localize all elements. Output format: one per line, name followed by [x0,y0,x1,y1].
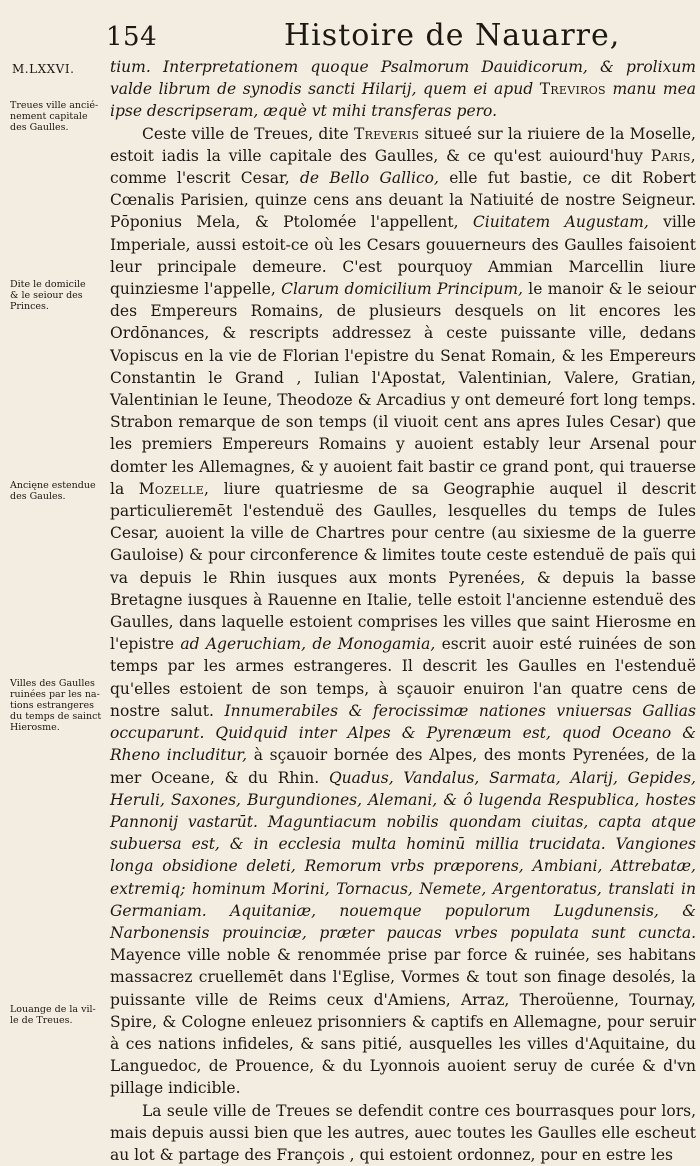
running-title: Histoire de Nauarre, [284,18,621,53]
text-run: le manoir & le seiour des Empereurs Romains, de plusieurs desquels on lit encores les Ordōnances, & rescripts addressez à ceste puissante ville, dedans Vopiscus en la vie de Florian l'epistre du Senat Romain, & les Empereurs Constantin le Grand , Iulian l'Apostat, Valentinian, Valere, Gratian, Valentinian le Ieune, Theodoze & Arcadius y ont demeuré fort long temps. Strabon remarque de son temps (il viuoit cent ans apres Iules Cesar) que les premiers Empereurs Romains y auoient estably leur Arsenal pour domter les Allemagnes, & y auoient fait bastir ce grand pont, qui trauerse la [110,280,696,498]
text-run: situeé sur la riuiere de la Moselle, estoit iadis la ville capitale des Gaulles, & ce qu'est auiourd'huy [110,124,696,165]
text-run: Mayence ville noble & renommée prise par force & ruinée, ses habitans massacrez cruellemēt dans l'Eglise, Vormes & tout son finage desolés, la puissante ville de Reims ceux d'Amiens, Arraz, Theroüenne, Tournay, Spire, & Cologne enleuez prisonniers & captifs en Allemagne, pour seruir à ces nations infideles, & sans pitié, ausquelles les villes d'Aquitaine, du Languedoc, de Prouence, & du Lyonnois auoient seruy de curée & d'vn pillage indicible. [110,946,696,1098]
ageruchiam-title: ad Ageruchiam, de Monogamia, [180,635,436,654]
margin-note-domicile-princes: Dite le domicile & le seiour des Princes. [10,279,86,312]
margin-note-ancienne-estendue: Ancięne estendue des Gaules. [10,480,96,502]
ciuitatem-augustam: Ciuitatem Augustam, [472,213,649,232]
mozelle-word: Mozelle, [138,479,210,498]
latin-quote-1: Innumerabiles & ferocissimæ nationes vniuersas Gallias occuparunt. Quidquid inter Alpes & Pyrenæum est, quod Oceano & Rheno includitur, [110,701,696,765]
text-run: à sçauoir bornée des Alpes, des monts Pyrenées, de la mer Oceane, & du Rhin. [110,746,697,787]
clarum-domicilium: Clarum domicilium Principum, [281,280,523,299]
text-run: elle fut bastie, ce dit Robert Cœnalis Parisien, quinze cens ans deuant la Natiuité de nostre Seigneur. Pōponius Mela, & Ptolomée l'appellent, [110,169,696,232]
latin-text: tium. Interpretationem quoque Psalmorum Dauidicorum, & prolixum valde librum de synodis sancti Hilarij, quem ei apud [110,58,696,99]
paragraph-treues [110,123,696,1100]
treviros-word: Treviros [539,80,606,99]
text-run: liure quatriesme de sa Geographie auquel il descrit particulieremēt l'estenduë des Gaulles, lesquelles du temps de Iules Cesar, auoient la ville de Chartres pour centre (au sixiesme de la guerre Gauloise) & pour circonference & limites toute ceste estenduë de païs qui va depuis le Rhin iusques aux monts Pyrenées, & depuis la basse Bretagne iusques à Rauenne en Italie, telle estoit l'ancienne estenduë des Gaulles, dans laquelle estoient comprises les villes que saint Hierosme en l'epistre [110,479,696,654]
paris-word: Paris, [650,146,696,165]
main-text [110,56,696,1166]
margin-note-treues-capitale: Treues ville ancié- nement capitale des Gaulles. [10,100,99,133]
paragraph-seule-ville [110,1100,696,1166]
text-run: La seule ville de Treues se defendit contre ces bourrasques pour lors, mais depuis aussi bien que les autres, auec toutes les Gaulles elle escheut au lot & partage des François , qui estoient ordonnez, pour en estre les [110,1101,696,1164]
bello-gallico-title: de Bello Gallico, [299,169,439,188]
margin-note-louange-treues: Louange de la vil- le de Treues. [10,1004,96,1026]
text-run: comme l'escrit Cesar, [110,169,290,188]
latin-text-end: manu mea ipse descripseram, æquè vt mihi transferas pero. [110,80,697,121]
margin-year: M.LXXVI. [12,62,75,76]
paragraph-latin-quote [110,56,696,123]
treveris-word: Treveris [354,124,420,143]
page-header [0,14,700,54]
text-run: escrit auoir esté ruinées de son temps par les armes estrangeres. Il descrit les Gaulles en l'estenduë qu'elles estoient de son temps, à sçauoir enuiron l'an quatre cens de nostre salut. [110,635,696,720]
margin-note-villes-ruinees: Villes des Gaulles ruinées par les na- tions estrangeres du temps de sainct Hierosme. [10,678,102,733]
latin-quote-2: Quadus, Vandalus, Sarmata, Alarij, Gepides, Heruli, Saxones, Burgundiones, Alemani, & ô lugenda Respublica, hostes Pannonij vastarūt. Maguntiacum nobilis quondam ciuitas, capta atque subuersa est, & in ecclesia multa hominū millia trucidata. Vangiones longa obsidione deleti, Remorum vrbs præporens, Ambiani, Attrebatæ, extremiq; hominum Morini, Tornacus, Nemete, Argentoratus, translati in Germaniam. Aquitaniæ, nouemque populorum Lugdunensis, & Narbonensis prouinciæ, præter paucas vrbes populata sunt cuncta. [110,768,696,942]
text-run: Ceste ville de Treues, dite [142,124,349,143]
page-number: 154 [106,22,158,52]
text-run: ville Imperiale, aussi estoit-ce où les Cesars gouuerneurs des Gaulles faisoient leur principale demeure. C'est pourquoy Ammian Marcellin liure quinziesme l'appelle, [110,213,696,299]
